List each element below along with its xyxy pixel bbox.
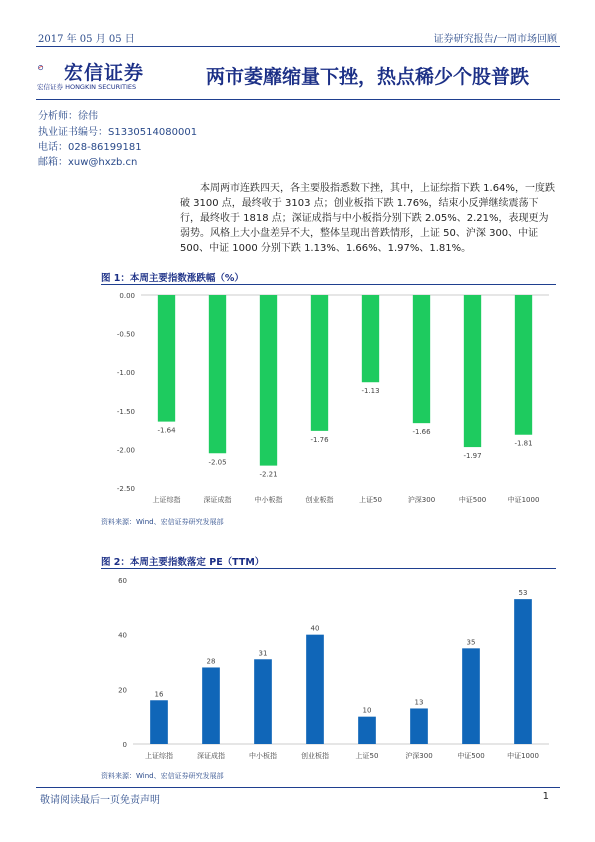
data-label: -1.64 (157, 426, 176, 435)
x-tick-label: 中证1000 (507, 752, 539, 760)
y-tick-label: 40 (118, 631, 127, 640)
figure-2-divider (101, 568, 556, 569)
bar (410, 708, 428, 744)
index-pe-chart (101, 572, 556, 766)
report-category: 证券研究报告/一周市场回顾 (433, 34, 557, 45)
bar (311, 295, 328, 431)
bar (515, 295, 532, 435)
data-label: 10 (362, 706, 372, 715)
y-tick-label: 60 (118, 577, 127, 585)
bar (413, 295, 430, 423)
analyst-license: 执业证书编号：S1330514080001 (38, 127, 198, 138)
x-tick-label: 中小板指 (254, 496, 283, 504)
y-tick-label: 0 (122, 741, 127, 749)
x-tick-label: 沪深300 (405, 752, 433, 760)
page-number: 1 (542, 791, 549, 802)
logo-name: 宏信证券 (64, 62, 145, 84)
x-tick-label: 深证成指 (203, 496, 232, 504)
y-tick-label: 20 (118, 686, 127, 695)
data-label: 40 (310, 624, 320, 633)
x-tick-label: 深证成指 (197, 752, 225, 760)
data-label: 13 (414, 698, 424, 707)
figure-1-divider (101, 284, 556, 285)
footer-divider (36, 787, 560, 788)
bar (150, 700, 168, 744)
analyst-email: 邮箱：xuw@hxzb.cn (38, 157, 138, 168)
x-tick-label: 创业板指 (305, 496, 334, 504)
analyst-name: 分析师：徐伟 (38, 111, 98, 122)
bar (158, 295, 175, 422)
x-tick-label: 沪深300 (407, 496, 436, 504)
figure-1-source: 资料来源：Wind、宏信证券研究发展部 (101, 518, 224, 526)
bar (254, 659, 272, 744)
data-label: -1.97 (463, 452, 482, 461)
figure-2-title: 图 2：本周主要指数落定 PE（TTM） (101, 557, 265, 568)
x-tick-label: 上证50 (355, 752, 379, 760)
x-tick-label: 上证综指 (152, 496, 181, 504)
bar (464, 295, 481, 447)
market-summary-paragraph: 本周两市连跌四天，各主要股指悉数下挫，其中，上证综指下跌 1.64%，一度跌破 3100 点，最终收于 3103 点；创业板指下跌 1.76%，结束小反弹继续震荡下行，最终收于 1818 点；深证成指与中小板指分别下跌 2.05%、2.21%，表现更为弱势。风格上大小盘差异不大，整体呈现出普跌情形，上证 50、沪深 300、中证 500、中证 1000 分别下跌 1.13%、1.66%、1.97%、1.81%。 (180, 183, 555, 254)
analyst-phone: 电话：028-86199181 (38, 142, 142, 153)
y-tick-label: -1.00 (116, 369, 135, 378)
report-title: 两市萎靡缩量下挫，热点稀少个股普跌 (206, 66, 530, 88)
bar (514, 599, 532, 744)
bar (209, 295, 226, 453)
title-divider (36, 99, 560, 100)
header-divider (36, 46, 560, 47)
data-label: -2.05 (208, 458, 227, 467)
bar (260, 295, 277, 466)
x-tick-label: 中证1000 (507, 496, 540, 504)
x-tick-label: 中证500 (458, 496, 487, 504)
x-tick-label: 中小板指 (249, 752, 277, 760)
data-label: 28 (206, 657, 216, 666)
data-label: -1.66 (412, 428, 431, 437)
y-tick-label: -0.50 (116, 330, 135, 339)
y-tick-label: -1.50 (116, 407, 135, 416)
logo-english-name: 宏信证券 HONGKIN SECURITIES (37, 83, 137, 91)
report-date: 2017 年 05 月 05 日 (38, 34, 135, 45)
data-label: -1.81 (514, 439, 533, 448)
bar (358, 717, 376, 744)
data-label: -1.13 (361, 387, 380, 396)
bar (462, 648, 480, 744)
data-label: 53 (518, 589, 528, 598)
x-tick-label: 上证综指 (145, 752, 173, 760)
x-tick-label: 中证500 (457, 752, 485, 760)
y-tick-label: 0.00 (119, 292, 135, 300)
index-change-chart (101, 286, 556, 512)
bar (202, 667, 220, 744)
y-tick-label: -2.00 (116, 446, 135, 455)
disclaimer-notice: 敬请阅读最后一页免责声明 (40, 795, 160, 806)
data-label: -1.76 (310, 435, 329, 444)
data-label: -2.21 (259, 470, 278, 479)
data-label: 35 (466, 638, 476, 647)
data-label: 16 (154, 690, 164, 699)
data-label: 31 (258, 649, 268, 658)
bar (306, 635, 324, 744)
bar (362, 295, 379, 382)
figure-2-source: 资料来源：Wind、宏信证券研究发展部 (101, 772, 224, 780)
y-tick-label: -2.50 (116, 485, 135, 493)
x-tick-label: 上证50 (359, 496, 382, 504)
x-tick-label: 创业板指 (301, 752, 329, 760)
hongxin-logo-icon (38, 56, 64, 82)
figure-1-title: 图 1：本周主要指数涨跌幅（%） (101, 273, 244, 284)
